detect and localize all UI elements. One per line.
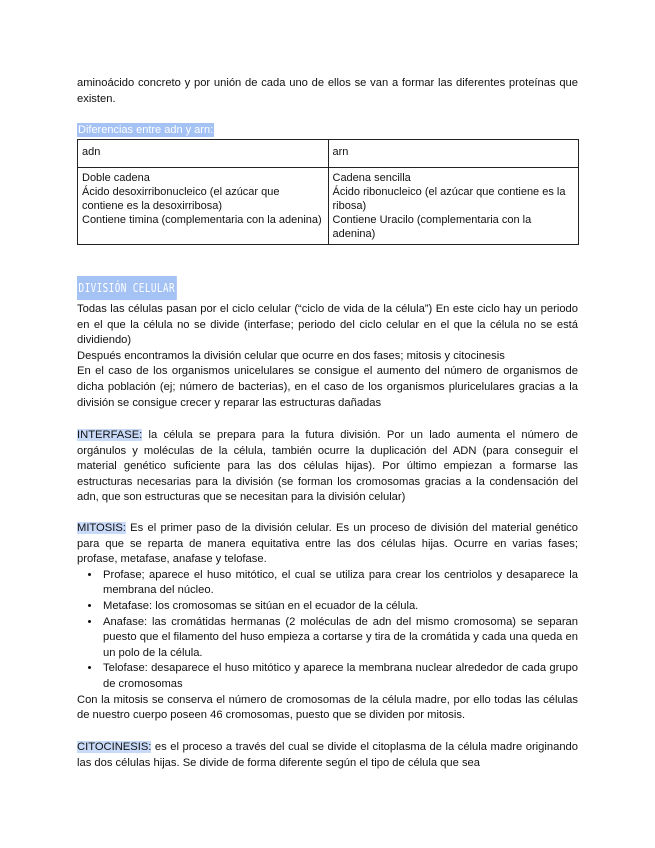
adn-line: Contiene timina (complementaria con la adenina) <box>82 214 322 226</box>
table-caption: Diferencias entre adn y arn: <box>78 124 214 136</box>
interfase-text: la célula se prepara para la futura división. Por un lado aumenta el número de orgánulos y moléculas de la célula, también ocurre la duplicación del ADN (para conseguir el material genético suficiente para las dos células hijas). Por último empiezan a formarse las estructuras necesarias para la división (se forman los cromosomas gracias a la condensación del adn, que son estructuras que se necesitan para la división celular) <box>77 429 578 504</box>
section-intro <box>77 302 578 411</box>
mitosis-phases-list <box>77 568 578 693</box>
citocinesis-block <box>77 740 578 771</box>
interfase-block <box>77 428 578 506</box>
list-item: • Profase; aparece el huso mitótico, el cual se utiliza para crear los centriolos y desaparece la membrana del núcleo. <box>101 568 578 599</box>
interfase-term: INTERFASE: <box>77 429 143 441</box>
arn-line: Cadena sencilla <box>332 172 411 184</box>
arn-line: Ácido ribonucleico (el azúcar que contiene es la ribosa) <box>332 186 566 212</box>
adn-line: Doble cadena <box>82 172 150 184</box>
cell-adn <box>78 168 329 245</box>
adn-arn-comparison-table <box>77 139 579 245</box>
citocinesis-term: CITOCINESIS: <box>77 741 152 753</box>
header-cell-adn: adn <box>78 140 329 168</box>
table-row <box>78 168 579 245</box>
list-item: • Telofase: desaparece el huso mitótico y aparece la membrana nuclear alrededor de cada grupo de cromosomas <box>101 661 578 692</box>
citocinesis-paragraph <box>77 740 578 771</box>
mitosis-block <box>77 521 578 724</box>
mitosis-paragraph <box>77 521 578 568</box>
paragraph: Todas las células pasan por el ciclo celular (“ciclo de vida de la célula”) En este ciclo hay un periodo en el que la célula no se divide (interfase; periodo del ciclo celular en el que la célula no se está dividiendo) <box>77 303 578 347</box>
intro-paragraph: aminoácido concreto y por unión de cada uno de ellos se van a formar las diferentes proteínas que existen. <box>77 77 578 105</box>
mitosis-text: Es el primer paso de la división celular. Es un proceso de división del material genético para que se reparta de manera equitativa entre las dos células hijas. Ocurre en varias fases; profase, metafase, anafase y telofase. <box>77 522 578 566</box>
table-header-row <box>78 140 579 168</box>
citocinesis-text: es el proceso a través del cual se divide el citoplasma de la célula madre originando las dos células hijas. Se divide de forma diferente según el tipo de célula que sea <box>77 741 578 769</box>
paragraph: Después encontramos la división celular que ocurre en dos fases; mitosis y citocinesis <box>77 349 505 362</box>
header-cell-arn: arn <box>328 140 579 168</box>
mitosis-term: MITOSIS: <box>77 522 126 534</box>
intro-block <box>77 76 578 107</box>
paragraph: En el caso de los organismos unicelulares se consigue el aumento del número de organismos de dicha población (ej; número de bacterias), en el caso de los organismos pluricelulares gracias a la división se consigue crecer y reparar las estructuras dañadas <box>77 365 578 409</box>
adn-line: Ácido desoxirribonucleico (el azúcar que contiene es la desoxirribosa) <box>82 186 280 212</box>
section-title: DIVISIÓN CELULAR <box>77 276 177 300</box>
list-item: • Anafase: las cromátidas hermanas (2 moléculas de adn del mismo cromosoma) se separan puesto que el filamento del huso empieza a cortarse y tira de la cromátida y cada una queda en un polo de la célula. <box>101 615 578 662</box>
cell-arn <box>328 168 579 245</box>
arn-line: Contiene Uracilo (complementaria con la adenina) <box>332 214 532 240</box>
list-item: • Metafase: los cromosomas se sitúan en el ecuador de la célula. <box>101 599 578 615</box>
mitosis-conclusion: Con la mitosis se conserva el número de cromosomas de la célula madre, por ello todas las células de nuestro cuerpo poseen 46 cromosomas, puesto que se dividen por mitosis. <box>77 693 578 722</box>
interfase-paragraph <box>77 428 578 506</box>
